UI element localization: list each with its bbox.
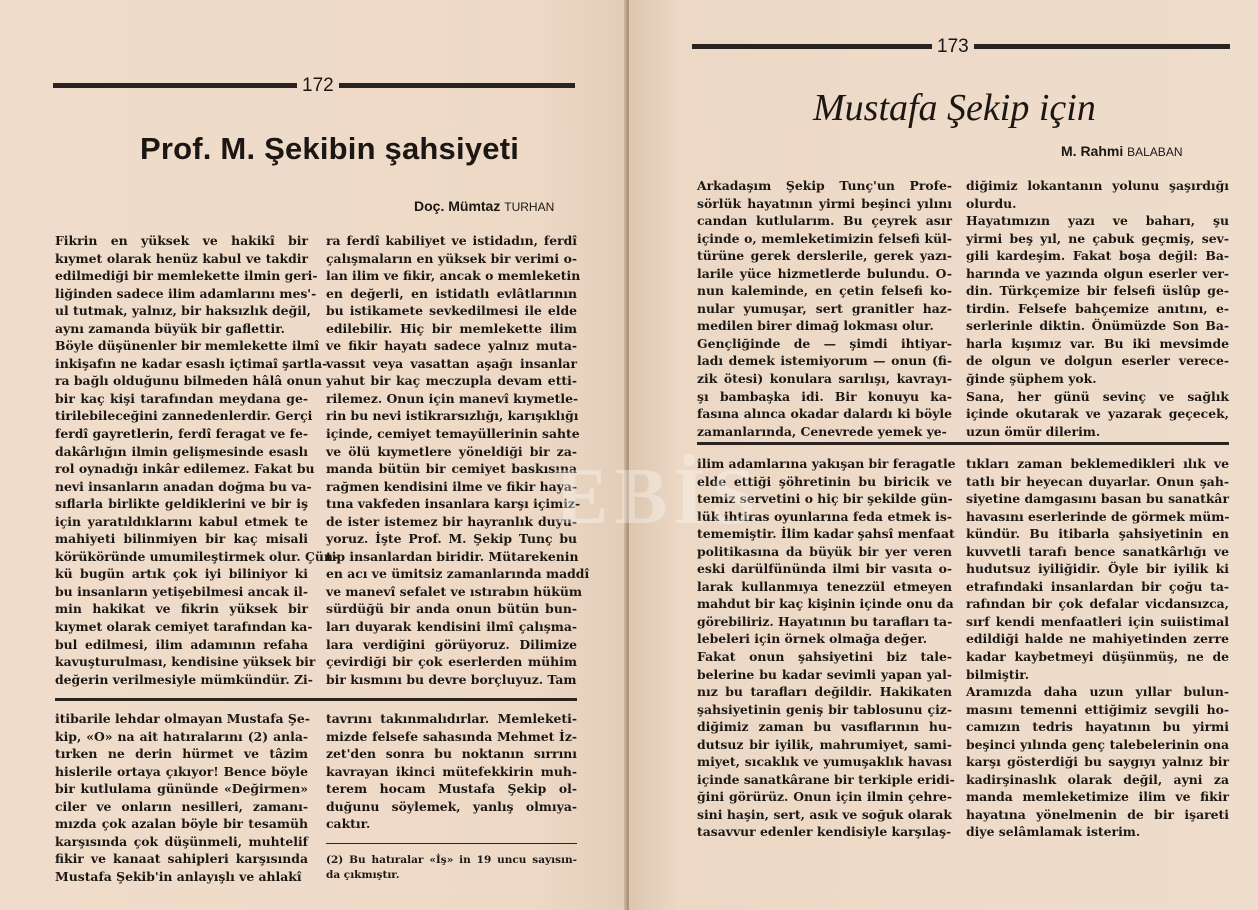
text-line: ul tutmak, yalnız, bir haksızlık değil, (55, 303, 311, 319)
text-line: hayatına yönelmenin de bir işareti (966, 806, 1229, 822)
text-line: kü bugün artık çok iyi biliniyor ki (55, 566, 308, 582)
text-line: tasavvur edenler kendisiyle karşılaş- (697, 824, 952, 840)
text-line: edilebilir. Hiç bir memlekette ilim (326, 320, 577, 336)
text-line: körüköründe umumileştirmek olur. Çün- (55, 548, 339, 564)
text-line: tıkları zaman beklemedikleri ılık ve (966, 456, 1229, 471)
text-line: olurdu. (966, 195, 1017, 211)
text-line: tatlı bir heyecan duyarlar. Onun şah- (966, 473, 1229, 489)
text-line: bul edilmesi, ilim adamının refaha (55, 636, 308, 652)
text-line: rin bu nevi istikrarsızlığı, karışıklığı (326, 408, 579, 424)
article-column-2 (966, 177, 1229, 440)
text-line: siyetine damgasını basan bu sanatkâr (966, 491, 1229, 507)
text-line: medilen birer dimağ lokması olur. (697, 318, 934, 334)
text-line: beşinci yılında genç talebelerinin ona (966, 736, 1229, 752)
text-line: nun kaleminde, en çetin felsefi ko- (697, 283, 952, 299)
author-surname: BALABAN (1127, 145, 1183, 159)
text-line: fikir ve kanaat sahipleri karşısında (55, 851, 308, 867)
page-number-173: 173 (937, 36, 969, 57)
text-line: diğimiz zaman bu vasıflarının hu- (697, 719, 952, 735)
text-line: kip, «O» na ait hatıralarını (2) anla- (55, 728, 308, 744)
text-line: lebeleri için örnek olmağa değer. (697, 631, 928, 647)
text-line: kadirşinaslık olarak değil, ayni za (966, 771, 1229, 787)
text-line: caktır. (326, 816, 371, 832)
text-line: değerin verilmesiyle mümkündür. Zi- (55, 671, 313, 687)
text-line: rafından bir çok defalar vicdansızca, (966, 596, 1229, 612)
text-line: içinde sanatkârane bir terkiple eridi- (697, 771, 955, 787)
text-line: ve ölü kıymetlere yöneldiği bir za- (326, 443, 577, 459)
text-line: çevirdiği bir çok eserlerden mühim (326, 654, 577, 670)
footnote-rule (326, 843, 577, 844)
text-line: sini haşin, sert, asık ve soğuk olarak (697, 806, 952, 822)
text-line: nız bu tarafları değildir. Hakikaten (697, 684, 952, 700)
text-line: kadar kaybetmeyi düşünmüş, ne de (966, 649, 1229, 665)
text-line: eski darülfününda ilmi bir vasıta o- (697, 561, 952, 577)
page-number-172: 172 (302, 75, 334, 96)
text-line: kıymet olarak cemiyet tarafından ka- (55, 619, 313, 635)
article-column-4 (326, 710, 577, 833)
text-line: ladı demek istemiyorum — onun (fi- (697, 353, 952, 369)
text-line: de olgun ve dolgun eserler verece- (966, 353, 1229, 369)
footnote-line: da çıkmıştır. (326, 869, 400, 881)
text-line: şı bambaşka idi. Bir konuyu ka- (697, 388, 952, 404)
text-line: tip insanlardan biridir. Mütarekenin (326, 548, 579, 564)
text-line: ilim adamlarına yakışan bir feragatle (697, 456, 956, 471)
text-line: karşısında çok düşünmeli, muhtelif (55, 833, 308, 849)
text-line: ra bağlı olduğunu bilmeden hâlâ onun (55, 373, 322, 389)
text-line: bir kutlulama gününde «Değirmen» (55, 781, 308, 797)
text-line: harında ve yazında olgun eserler ver- (966, 265, 1229, 281)
article-column-4 (966, 455, 1229, 841)
text-line: masını temenni ettiğimiz sevgili ho- (966, 701, 1229, 717)
text-line: ğini görürüz. Onun için ilmin çehre- (697, 789, 952, 805)
text-line: aynı zamanda büyük bir gaflettir. (55, 320, 285, 336)
text-line: bir kaç kişi tarafından meydana ge- (55, 390, 308, 406)
text-line: ve fikir hayatı sadece yalnız muta- (326, 338, 577, 354)
header-rule-right (974, 44, 1230, 49)
text-line: edildiği halde ne mahiyetinden zerre (966, 631, 1229, 647)
author-left (414, 198, 554, 214)
text-line: duğunu söylemek, yanlış olmıya- (326, 798, 577, 814)
text-line: yahut bir kaç meczupla devam etti- (326, 373, 577, 389)
text-line: zik ötesi) konulara sarılışı, kavrayı- (697, 371, 952, 387)
text-line: lük ihtiras oyunlarına feda etmek is- (697, 508, 952, 524)
text-line: inkişafın ne kadar esaslı içtimaî şartla- (55, 355, 328, 371)
article-column-3 (697, 455, 956, 841)
text-line: harla kışımız var. Bu iki mevsimde (966, 335, 1229, 351)
text-line: camızın tedris hayatının bu yirmi (966, 719, 1229, 735)
text-line: manda bütün bir cemiyet baskısına (326, 461, 577, 477)
text-line: itibarile lehdar olmayan Mustafa Şe- (55, 711, 310, 726)
text-line: mizde felsefe sahasında Mehmet İz- (326, 728, 577, 744)
text-line: mahiyeti bilinmiyen bir kaç misali (55, 531, 308, 547)
text-line: tirdin. Felsefe bahçemize anıtını, e- (966, 300, 1229, 316)
text-line: ğinde şüphem yok. (966, 371, 1097, 387)
text-line: şahsiyetinin geniş bir tablosunu çiz- (697, 701, 952, 717)
text-line: Arkadaşım Şekip Tunç'un Profe- (697, 178, 952, 193)
text-line: terem hocam Mustafa Şekip ol- (326, 781, 577, 797)
text-line: mızda çok azalan böyle bir tesamüh (55, 816, 308, 832)
text-line: karşı gösterdiği bu saygıyı yalnız bir (966, 754, 1229, 770)
text-line: tırken ne derin hürmet ve tâzim (55, 746, 308, 762)
text-line: rilemez. Onun için manevî kıymetle- (326, 390, 579, 406)
article-column-1 (55, 232, 339, 688)
text-line: içinde o, memleketimizin felsefi kül- (697, 230, 952, 246)
text-line: tememiştir. İlim kadar şahsî menfaat (697, 526, 955, 542)
text-line: mahdut bir kaç kişinin içinde onu da (697, 596, 954, 612)
right-page (629, 0, 1258, 910)
text-line: lan ilim ve fikir, ancak o memleketin (326, 268, 581, 284)
text-line: ve manevî sefalet ve ıstırabın hüküm (326, 583, 582, 599)
text-line: belerine bu kadar sevimli yapan yal- (697, 666, 952, 682)
text-line: serlerinle diktin. Önümüzde Son Ba- (966, 318, 1229, 334)
text-line: etrafındaki insanlardan bir çoğu ta- (966, 578, 1229, 594)
text-line: kündür. Bu itibarla şahsiyetinin en (966, 526, 1229, 542)
text-line: kıymet olarak henüz kabul ve takdir (55, 250, 308, 266)
text-line: manda memleketimize ilim ve fikir (966, 789, 1229, 805)
text-line: nular yumuşar, sert granitler haz- (697, 300, 952, 316)
page-number-header-right (692, 37, 1230, 56)
text-line: din. Türkçemize bir felsefi üslûp ge- (966, 283, 1229, 299)
text-line: larak kullanmıya tenezzül etmeyen (697, 578, 952, 594)
text-line: için yaratıldıklarını kabul etmek te (55, 513, 308, 529)
text-line: politikasına da büyük bir yer veren (697, 543, 952, 559)
text-line: elde ettiği şöhretinin bu biricik ve (697, 473, 952, 489)
page-number-header-left (53, 76, 575, 95)
text-line: diğimiz lokantanın yolunu şaşırdığı (966, 178, 1229, 193)
text-line: Fikrin en yüksek ve hakikî bir (55, 233, 308, 248)
text-line: miyet, sıcaklık ve yumuşaklık havası (697, 754, 952, 770)
text-line: liğinden sadece ilim adamlarını mes'- (55, 285, 317, 301)
text-line: candan kutlularım. Bu çeyrek asır (697, 213, 952, 229)
text-line: sıflarla birlikte geldiklerini ve bir iş (55, 496, 308, 512)
section-divider (55, 698, 577, 701)
text-line: bilmiştir. (966, 666, 1030, 682)
text-line: zamanlarında, Cenevrede yemek ye- (697, 423, 947, 439)
text-line: nevi insanların anadan doğma bu va- (55, 478, 312, 494)
footnote (326, 853, 577, 883)
text-line: bu istikamete sevkedilmesi ile elde (326, 303, 577, 319)
text-line: ları duyarak kendisini ilmî çalışma- (326, 619, 577, 635)
text-line: bir kısmını bu devre borçluyuz. Tam (326, 671, 577, 687)
footnote-line: (2) Bu hatıralar «İş» in 19 uncu sayısın- (326, 854, 577, 866)
text-line: tavrını takınmalıdırlar. Memleketi- (326, 711, 577, 726)
text-line: sırf kendi menfaatleri için suiistimal (966, 613, 1229, 629)
text-line: en değerli, en istidatlı evlâtlarının (326, 285, 577, 301)
text-line: Böyle düşünenler bir memlekette ilmî (55, 338, 320, 354)
author-right (1061, 143, 1182, 159)
text-line: kavrayan ikinci mütefekkirin muh- (326, 763, 577, 779)
text-line: temiz servetini o hiç bir şekilde gün- (697, 491, 953, 507)
text-line: fasına alınca okadar dalardı ki böyle (697, 406, 952, 422)
text-line: rol oynadığı inkâr edilemez. Fakat bu (55, 461, 315, 477)
text-line: Sana, her günü sevinç ve sağlık (966, 388, 1229, 404)
text-line: larile yüce hizmetlerde bulundu. O- (697, 265, 952, 281)
text-line: vassıt veya vasattan aşağı insanlar (326, 355, 577, 371)
text-line: Mustafa Şekib'in anlayışlı ve ahlakî (55, 868, 302, 884)
text-line: kuvvetli tarafı bence sanatkârlığı ve (966, 543, 1229, 559)
article-column-3 (55, 710, 308, 885)
text-line: çalışmaların en yüksek bir verimi o- (326, 250, 577, 266)
text-line: edilmediği bir memlekette ilmin geri- (55, 268, 318, 284)
text-line: dutsuz bir iyilik, mahrumiyet, sami- (697, 736, 952, 752)
text-line: görebiliriz. Hayatının bu tarafları ta- (697, 613, 953, 629)
article-title-right: Mustafa Şekip için (813, 87, 1096, 129)
author-prefix: M. Rahmi (1061, 143, 1124, 159)
section-divider (697, 442, 1229, 445)
article-title-left: Prof. M. Şekibin şahsiyeti (140, 131, 520, 166)
text-line: de ister istemez bir hayranlık duyu- (326, 513, 577, 529)
text-line: sörlük hayatının yirmi beşinci yılını (697, 195, 952, 211)
text-line: havasını eserlerinde de görmek müm- (966, 508, 1230, 524)
author-prefix: Doç. Mümtaz (414, 198, 501, 214)
text-line: en acı ve ümitsiz zamanlarında maddî (326, 566, 590, 582)
left-page (0, 0, 627, 910)
article-column-1 (697, 177, 952, 440)
text-line: lara verdiğini görüyoruz. Dilimize (326, 636, 577, 652)
text-line: zet'den sonra bu noktanın sırrını (326, 746, 577, 762)
text-line: rağmen kendisini ilme ve fikir haya- (326, 478, 577, 494)
header-rule-right (339, 83, 575, 88)
text-line: gili kardeşim. Fakat boşa değil: Ba- (966, 248, 1229, 264)
text-line: Hayatımızın yazı ve baharı, şu (966, 213, 1229, 229)
text-line: diye selâmlamak isterim. (966, 824, 1141, 840)
text-line: hudutsuz iyiliğidir. Öyle bir iyilik ki (966, 561, 1229, 577)
text-line: min hakikat ve fikrin yüksek bir (55, 601, 308, 617)
text-line: tirilebileceğini zannedenlerdir. Gerçi (55, 408, 313, 424)
text-line: tına vakfeden insanlara karşı içimiz- (326, 496, 581, 512)
text-line: türüne gerek derslerile, gerek yazı- (697, 248, 952, 264)
watermark: EBİS (555, 453, 762, 541)
text-line: ciler ve onların nesilleri, zamanı- (55, 798, 308, 814)
text-line: içinde, cemiyet temayüllerinin sahte (326, 426, 580, 442)
header-rule-left (53, 83, 297, 88)
author-surname: TURHAN (504, 200, 555, 214)
text-line: uzun ömür dilerim. (966, 423, 1101, 439)
text-line: yoruz. İşte Prof. M. Şekip Tunç bu (326, 531, 577, 547)
text-line: içinde okutarak ve yazarak geçecek, (966, 406, 1229, 422)
text-line: hislerile ortaya çıkıyor! Bence böyle (55, 763, 308, 779)
text-line: bu insanların yetişebilmesi ancak il- (55, 583, 308, 599)
text-line: ra ferdî kabiliyet ve istidadın, ferdî (326, 233, 577, 248)
text-line: yirmi beş yıl, ne çabuk geçmiş, sev- (966, 230, 1229, 246)
text-line: Fakat onun şahsiyetini biz tale- (697, 649, 952, 665)
text-line: sürdüğü bir anda onun bütün bun- (326, 601, 577, 617)
text-line: Gençliğinde de — şimdi ihtiyar- (697, 335, 952, 351)
article-column-2 (326, 232, 590, 688)
header-rule-left (692, 44, 932, 49)
text-line: Aramızda daha uzun yıllar bulun- (966, 684, 1229, 700)
text-line: kavuşturulması, kendisine yüksek bir (55, 654, 316, 670)
text-line: ferdî gayretlerin, ferdî feragat ve fe- (55, 426, 308, 442)
text-line: dakârlığın ilmin gelişmesinde esaslı (55, 443, 308, 459)
